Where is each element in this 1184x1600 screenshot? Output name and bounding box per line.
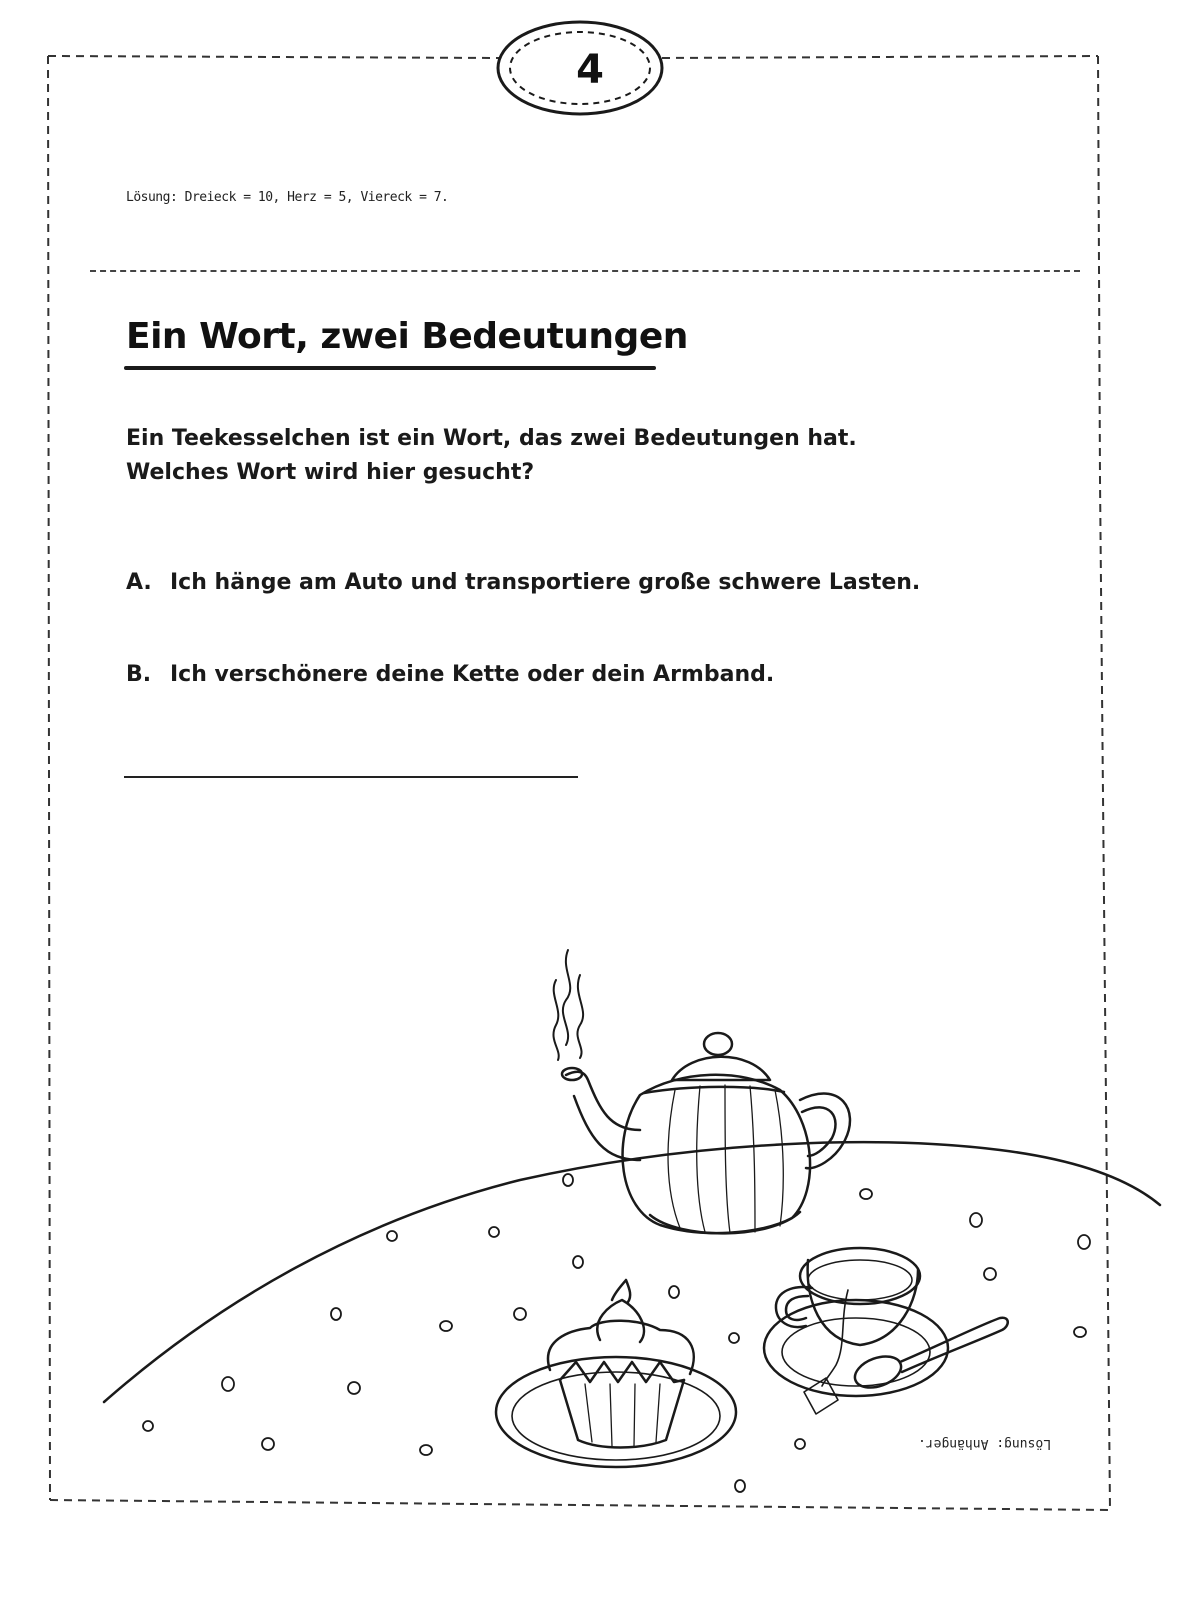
clue-a-text: Ich hänge am Auto und transportiere große schwere Lasten.	[170, 570, 921, 595]
cupcake-plate-icon	[496, 1357, 736, 1467]
page-number: 4	[576, 47, 604, 93]
intro-line-2: Welches Wort wird hier gesucht?	[126, 460, 535, 485]
previous-solution-text: Lösung: Dreieck = 10, Herz = 5, Viereck = 7.	[126, 190, 449, 205]
puzzle-title: Ein Wort, zwei Bedeutungen	[126, 316, 688, 357]
clue-a-letter: A.	[126, 570, 152, 595]
clue-b-text: Ich verschönere deine Kette oder dein Armband.	[170, 662, 775, 687]
teapot-icon	[562, 1033, 850, 1233]
intro-line-1: Ein Teekesselchen ist ein Wort, das zwei Bedeutungen hat.	[126, 426, 857, 451]
steam-icon	[553, 950, 583, 1060]
clue-b-letter: B.	[126, 662, 152, 687]
upside-down-solution: Lösung: Anhänger.	[918, 1436, 1052, 1451]
